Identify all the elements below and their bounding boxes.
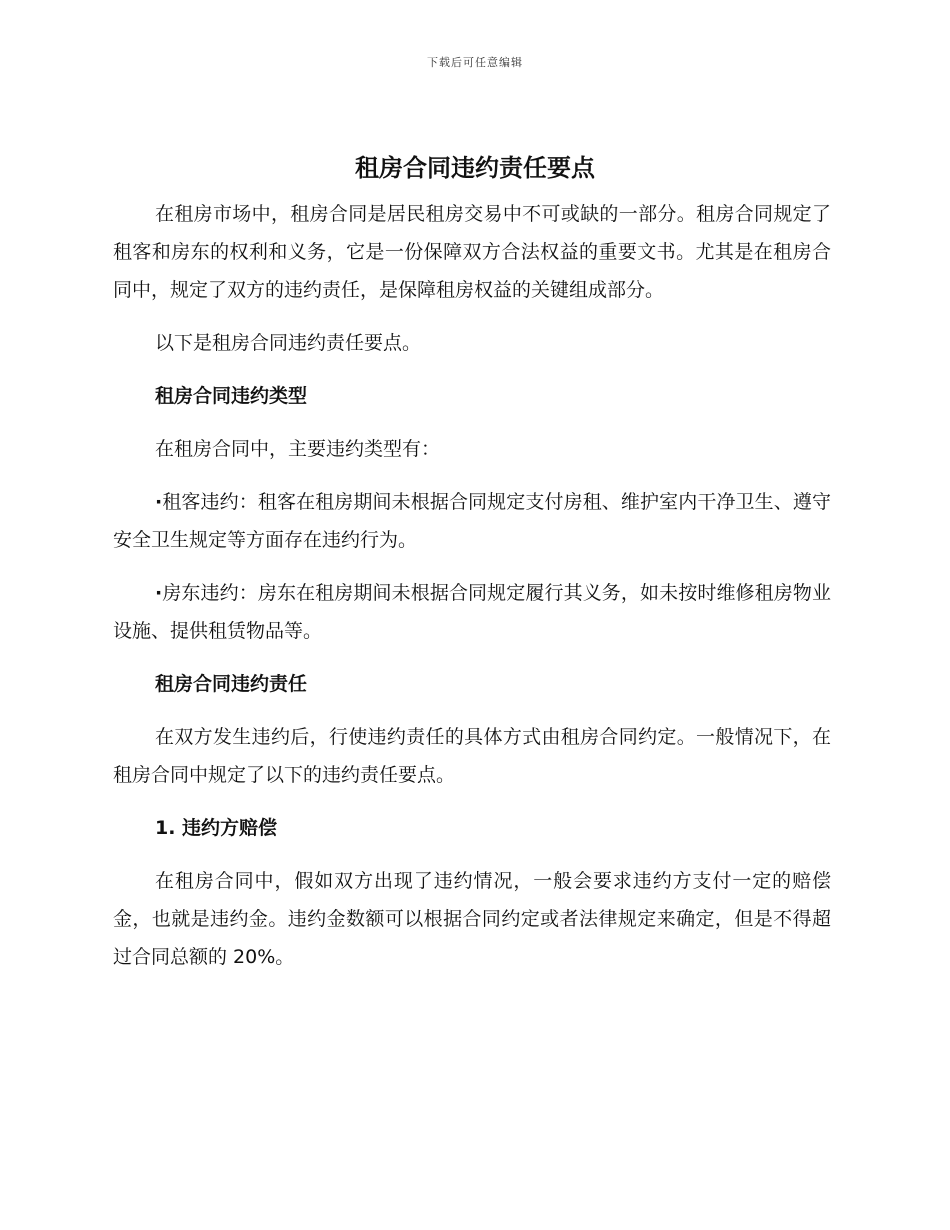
bullet-item-landlord-breach xyxy=(113,574,831,650)
document-title: 租房合同违约责任要点 xyxy=(355,154,595,182)
bullet-text: 租客违约：租客在租房期间未根据合同规定支付房租、维护室内干净卫生、遵守安全卫生规定等方面存在违约行为。 xyxy=(113,491,831,551)
bullet-marker: · xyxy=(155,491,163,513)
bullet-text: 房东违约：房东在租房期间未根据合同规定履行其义务，如未按时维修租房物业设施、提供租赁物品等。 xyxy=(113,582,831,642)
bullet-item-tenant-breach xyxy=(113,483,831,559)
intro-paragraph: 在租房市场中，租房合同是居民租房交易中不可或缺的一部分。租房合同规定了租客和房东的权利和义务，它是一份保障双方合法权益的重要文书。尤其是在租房合同中，规定了双方的违约责任，是保障租房权益的关键组成部分。 xyxy=(113,203,831,301)
section-heading-breach-types: 租房合同违约类型 xyxy=(155,385,308,407)
compensation-paragraph: 在租房合同中，假如双方出现了违约情况，一般会要求违约方支付一定的赔偿金，也就是违约金。违约金数额可以根据合同约定或者法律规定来确定，但是不得超过合同总额的 20%。 xyxy=(113,870,831,968)
bullet-marker: · xyxy=(155,582,163,604)
breach-liability-intro: 在双方发生违约后，行使违约责任的具体方式由租房合同约定。一般情况下，在租房合同中规定了以下的违约责任要点。 xyxy=(113,726,831,786)
section-heading-compensation: 1. 违约方赔偿 xyxy=(155,817,278,839)
lead-paragraph: 以下是租房合同违约责任要点。 xyxy=(155,332,422,354)
breach-types-intro: 在租房合同中，主要违约类型有： xyxy=(155,438,441,460)
section-heading-breach-liability: 租房合同违约责任 xyxy=(155,673,308,695)
page-header-note: 下载后可任意编辑 xyxy=(427,56,523,69)
document-body xyxy=(113,195,831,991)
